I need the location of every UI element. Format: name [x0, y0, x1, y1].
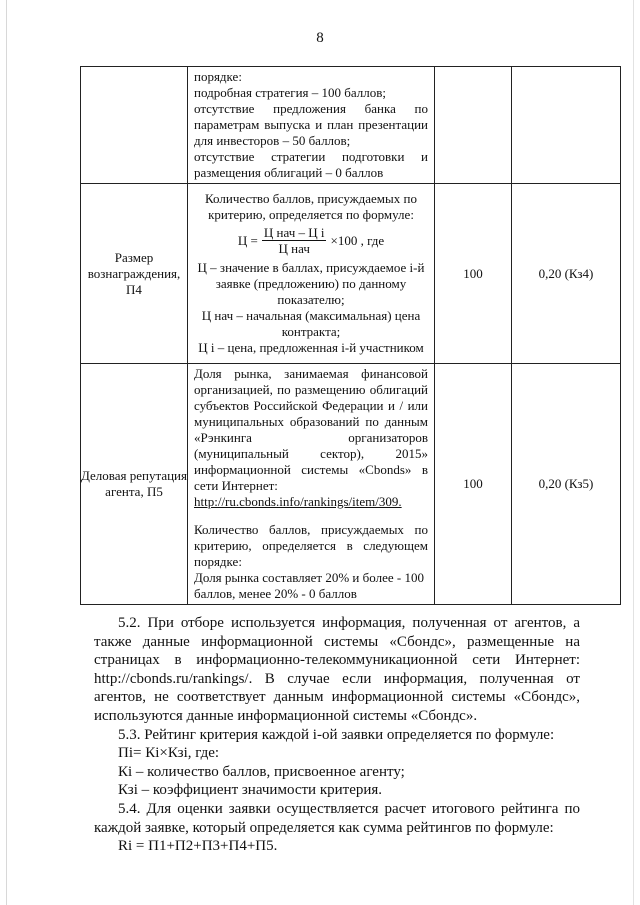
paragraph-5-4: 5.4. Для оценки заявки осуществляется расчет итогового рейтинга по каждой заявке, который определяется как сумма рейтингов по формуле:	[94, 800, 580, 836]
coefficient-cell: 0,20 (Кз5)	[512, 364, 621, 605]
scan-edge-right	[633, 0, 634, 905]
description-line: порядке:	[194, 69, 242, 84]
formula-definition: Кзi – коэффициент значимости критерия.	[118, 782, 383, 799]
coefficient-cell: 0,20 (Кз4)	[512, 184, 621, 364]
description-paragraph: Доля рынка, занимаемая финансовой организацией, по размещению облигаций субъектов Российской Федерации и / или муниципальных образований по данным «Рэнкинга организаторов (муниципальный сектор), 2015» информационной системы «Cbonds» в сети Интернет:	[194, 366, 428, 493]
table-row	[81, 67, 621, 184]
description-line: отсутствие предложения банка по параметрам выпуска и план презентации для инвесторов – 50 баллов;	[194, 101, 428, 148]
spacer	[194, 510, 428, 522]
description-paragraph: Количество баллов, присуждаемых по критерию, определяется в следующем порядке:	[194, 522, 428, 569]
table-row	[81, 364, 621, 605]
formula-definition: Кi – количество баллов, присвоенное агенту;	[118, 763, 405, 780]
paragraph-5-2: 5.2. При отборе используется информация, полученная от агентов, а также данные информационной системы «Сбондс», размещенные на страницах в информационно-телекоммуникационной сети Интернет: http://cbonds.ru/rankings/. В случае если информация, полученная от агентов, не соответствует данным информационной системы «Сбондс», используются данные информационной системы «Сбондс».	[94, 615, 580, 724]
criterion-name-cell: Деловая репутация агента, П5	[81, 364, 188, 605]
formula-rhs: ×100 , где	[330, 232, 385, 248]
total-rating-formula: Ri = П1+П2+П3+П4+П5.	[118, 838, 278, 855]
criterion-description-cell	[188, 184, 435, 364]
rating-formula: Пi= Кi×Кзi, где:	[118, 745, 220, 762]
formula-lhs: Ц =	[237, 232, 258, 248]
points-cell: 100	[435, 364, 512, 605]
description-paragraph: Доля рынка составляет 20% и более - 100 баллов, менее 20% - 0 баллов	[194, 570, 424, 601]
table-row	[81, 184, 621, 364]
coefficient-cell	[512, 67, 621, 184]
definition-line: Ц i – цена, предложенная i-й участником	[198, 340, 424, 355]
definition-line: Ц – значение в баллах, присуждаемое i-й заявке (предложению) по данному показателю;	[197, 260, 425, 307]
body-text	[94, 614, 580, 856]
page-number: 8	[316, 30, 324, 46]
formula-intro: Количество баллов, присуждаемых по критерию, определяется по формуле:	[205, 191, 417, 222]
points-cell	[435, 67, 512, 184]
definition-line: Ц нач – начальная (максимальная) цена контракта;	[201, 308, 421, 339]
formula-denominator: Ц нач	[278, 241, 310, 256]
criterion-description-cell	[188, 364, 435, 605]
scan-edge-left	[6, 0, 7, 905]
criterion-description-cell	[188, 67, 435, 184]
description-line: подробная стратегия – 100 баллов;	[194, 85, 387, 100]
price-formula	[194, 225, 428, 256]
description-line: отсутствие стратегии подготовки и размещения облигаций – 0 баллов	[194, 149, 428, 180]
points-cell: 100	[435, 184, 512, 364]
rankings-link[interactable]: http://ru.cbonds.info/rankings/item/309.	[194, 494, 402, 509]
formula-fraction	[262, 225, 327, 256]
paragraph-5-3: 5.3. Рейтинг критерия каждой i-ой заявки определяется по формуле:	[118, 726, 555, 743]
criterion-name-cell: Размер вознаграждения, П4	[81, 184, 188, 364]
criteria-table	[80, 66, 621, 605]
criterion-name-cell	[81, 67, 188, 184]
formula-numerator: Ц нач – Ц i	[263, 225, 325, 240]
